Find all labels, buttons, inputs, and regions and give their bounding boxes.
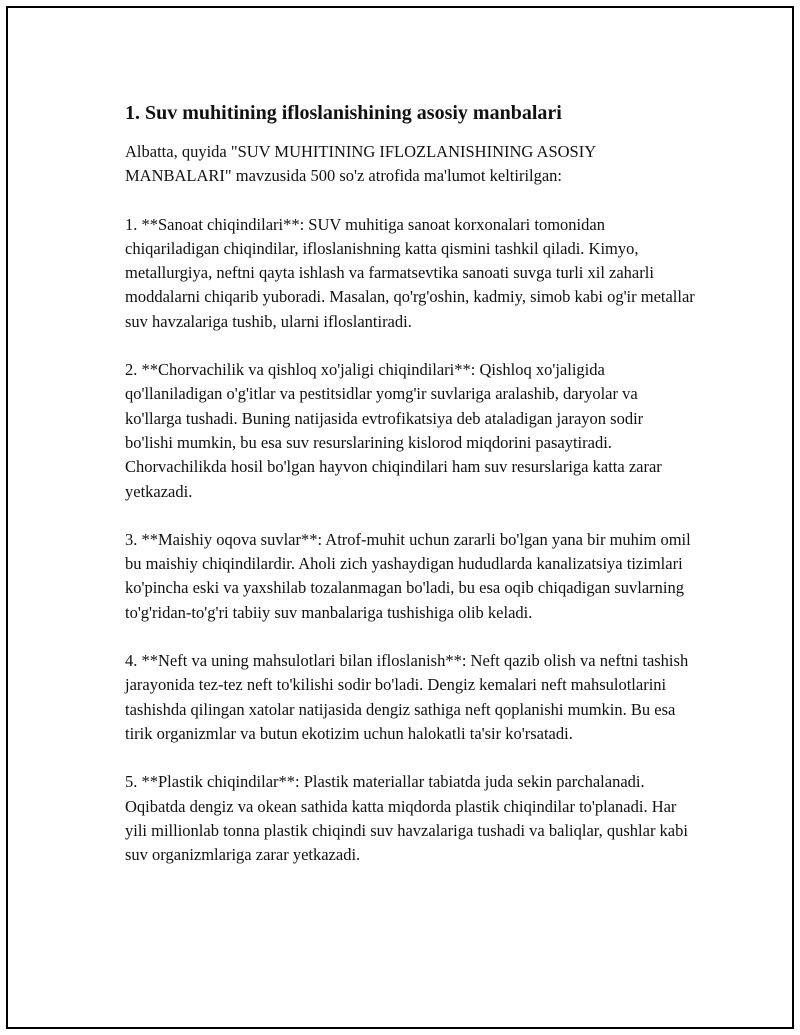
paragraph-plastic-waste: 5. **Plastik chiqindilar**: Plastik materiallar tabiatda juda sekin parchalanadi. Oqibatda dengiz va okean sathida katta miqdorda plastik chiqindilar to'planadi. Har yili millionlab tonna plastik chiqindi suv havzalariga tushadi va baliqlar, qushlar kabi suv organizmlariga zarar yetkazadi.	[125, 772, 688, 865]
intro-paragraph: Albatta, quyida "SUV MUHITINING IFLOZLANISHINING ASOSIY MANBALARI" mavzusida 500 so'z atrofida ma'lumot keltirilgan:	[125, 142, 596, 186]
page-frame	[6, 6, 794, 1029]
document-body	[125, 100, 695, 891]
paragraph-household-wastewater: 3. **Maishiy oqova suvlar**: Atrof-muhit uchun zararli bo'lgan yana bir muhim omil bu maishiy chiqindilardir. Aholi zich yashaydigan hududlarda kanalizatsiya tizimlari ko'pincha eski va yaxshilab tozalanmagan bo'ladi, bu esa oqib chiqadigan suvlarning to'g'ridan-to'g'ri tabiiy suv manbalariga tushishiga olib keladi.	[125, 529, 691, 622]
paragraph-industrial-waste: 1. **Sanoat chiqindilari**: SUV muhitiga sanoat korxonalari tomonidan chiqariladigan chiqindilar, ifloslanishning katta qismini tashkil qiladi. Kimyo, metallurgiya, neftni qayta ishlash va farmatsevtika sanoati suvga turli xil zaharli moddalarni chiqarib yuboradi. Masalan, qo'rg'oshin, kadmiy, simob kabi og'ir metallar suv havzalariga tushib, ularni ifloslantiradi.	[125, 214, 695, 331]
paragraph-oil-pollution: 4. **Neft va uning mahsulotlari bilan ifloslanish**: Neft qazib olish va neftni tashish jarayonida tez-tez neft to'kilishi sodir bo'ladi. Dengiz kemalari neft mahsulotlarini tashishda qilingan xatolar natijasida dengiz sathiga neft qoplanishi mumkin. Bu esa tirik organizmlar va butun ekotizim uchun halokatli ta'sir ko'rsatadi.	[125, 651, 689, 743]
paragraph-agricultural-waste: 2. **Chorvachilik va qishloq xo'jaligi chiqindilari**: Qishloq xo'jaligida qo'llaniladigan o'g'itlar va pestitsidlar yomg'ir suvlariga aralashib, daryolar va ko'llarga tushadi. Buning natijasida evtrofikatsiya deb ataladigan jarayon sodir bo'lishi mumkin, bu esa suv resurslarining kislorod miqdorini pasaytiradi. Chorvachilikda hosil bo'lgan hayvon chiqindilari ham suv resurslariga katta zarar yetkazadi.	[125, 360, 662, 501]
document-title: 1. Suv muhitining ifloslanishining asosiy manbalari	[125, 102, 562, 124]
